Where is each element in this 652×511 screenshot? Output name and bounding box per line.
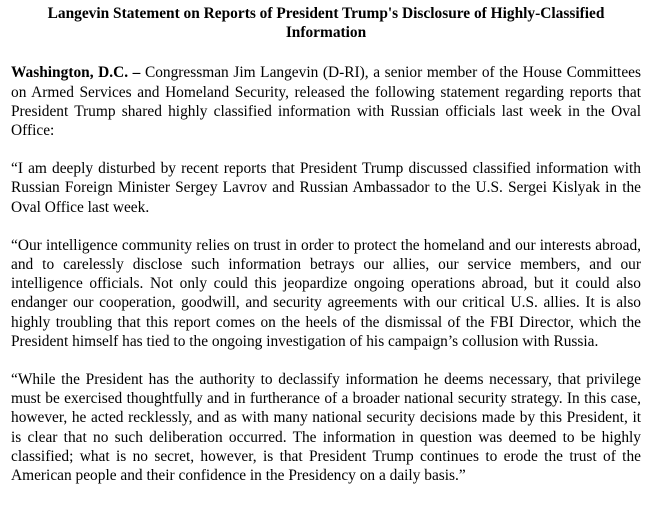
- dateline: Washington, D.C. –: [11, 64, 145, 82]
- quote-paragraph-1: “I am deeply disturbed by recent reports that President Trump discussed classified information with Russian Foreign Minister Sergey Lavrov and Russian Ambassador to the U.S. Sergei Kislyak in the Oval Office last week.: [11, 160, 641, 216]
- quote-paragraph-2: “Our intelligence community relies on trust in order to protect the homeland and our interests abroad, and to carelessly disclose such information betrays our allies, our service members, and our intelligence officials. Not only could this jeopardize ongoing operations abroad, but it could also endanger our cooperation, goodwill, and security agreements with our critical U.S. allies. It is also highly troubling that this report comes on the heels of the dismissal of the FBI Director, which the President himself has tied to the ongoing investigation of his campaign’s collusion with Russia.: [11, 236, 641, 350]
- intro-text: Congressman Jim Langevin (D-RI), a senior member of the House Committees on Armed Services and Homeland Security, released the following statement regarding reports that President Trump shared highly classified information with Russian officials last week in the Oval Office:: [11, 64, 641, 140]
- quote-paragraph-3: “While the President has the authority to declassify information he deems necessary, that privilege must be exercised thoughtfully and in furtherance of a broader national security strategy. In this case, however, he acted recklessly, and as with many national security decisions made by this President, it is clear that no such deliberation occurred. The information in question was deemed to be highly classified; what is no secret, however, is that President Trump continues to erode the trust of the American people and their confidence in the Presidency on a daily basis.”: [11, 371, 641, 485]
- intro-paragraph: [11, 63, 641, 140]
- statement-title: Langevin Statement on Reports of President Trump's Disclosure of Highly-Classified Information: [47, 5, 605, 42]
